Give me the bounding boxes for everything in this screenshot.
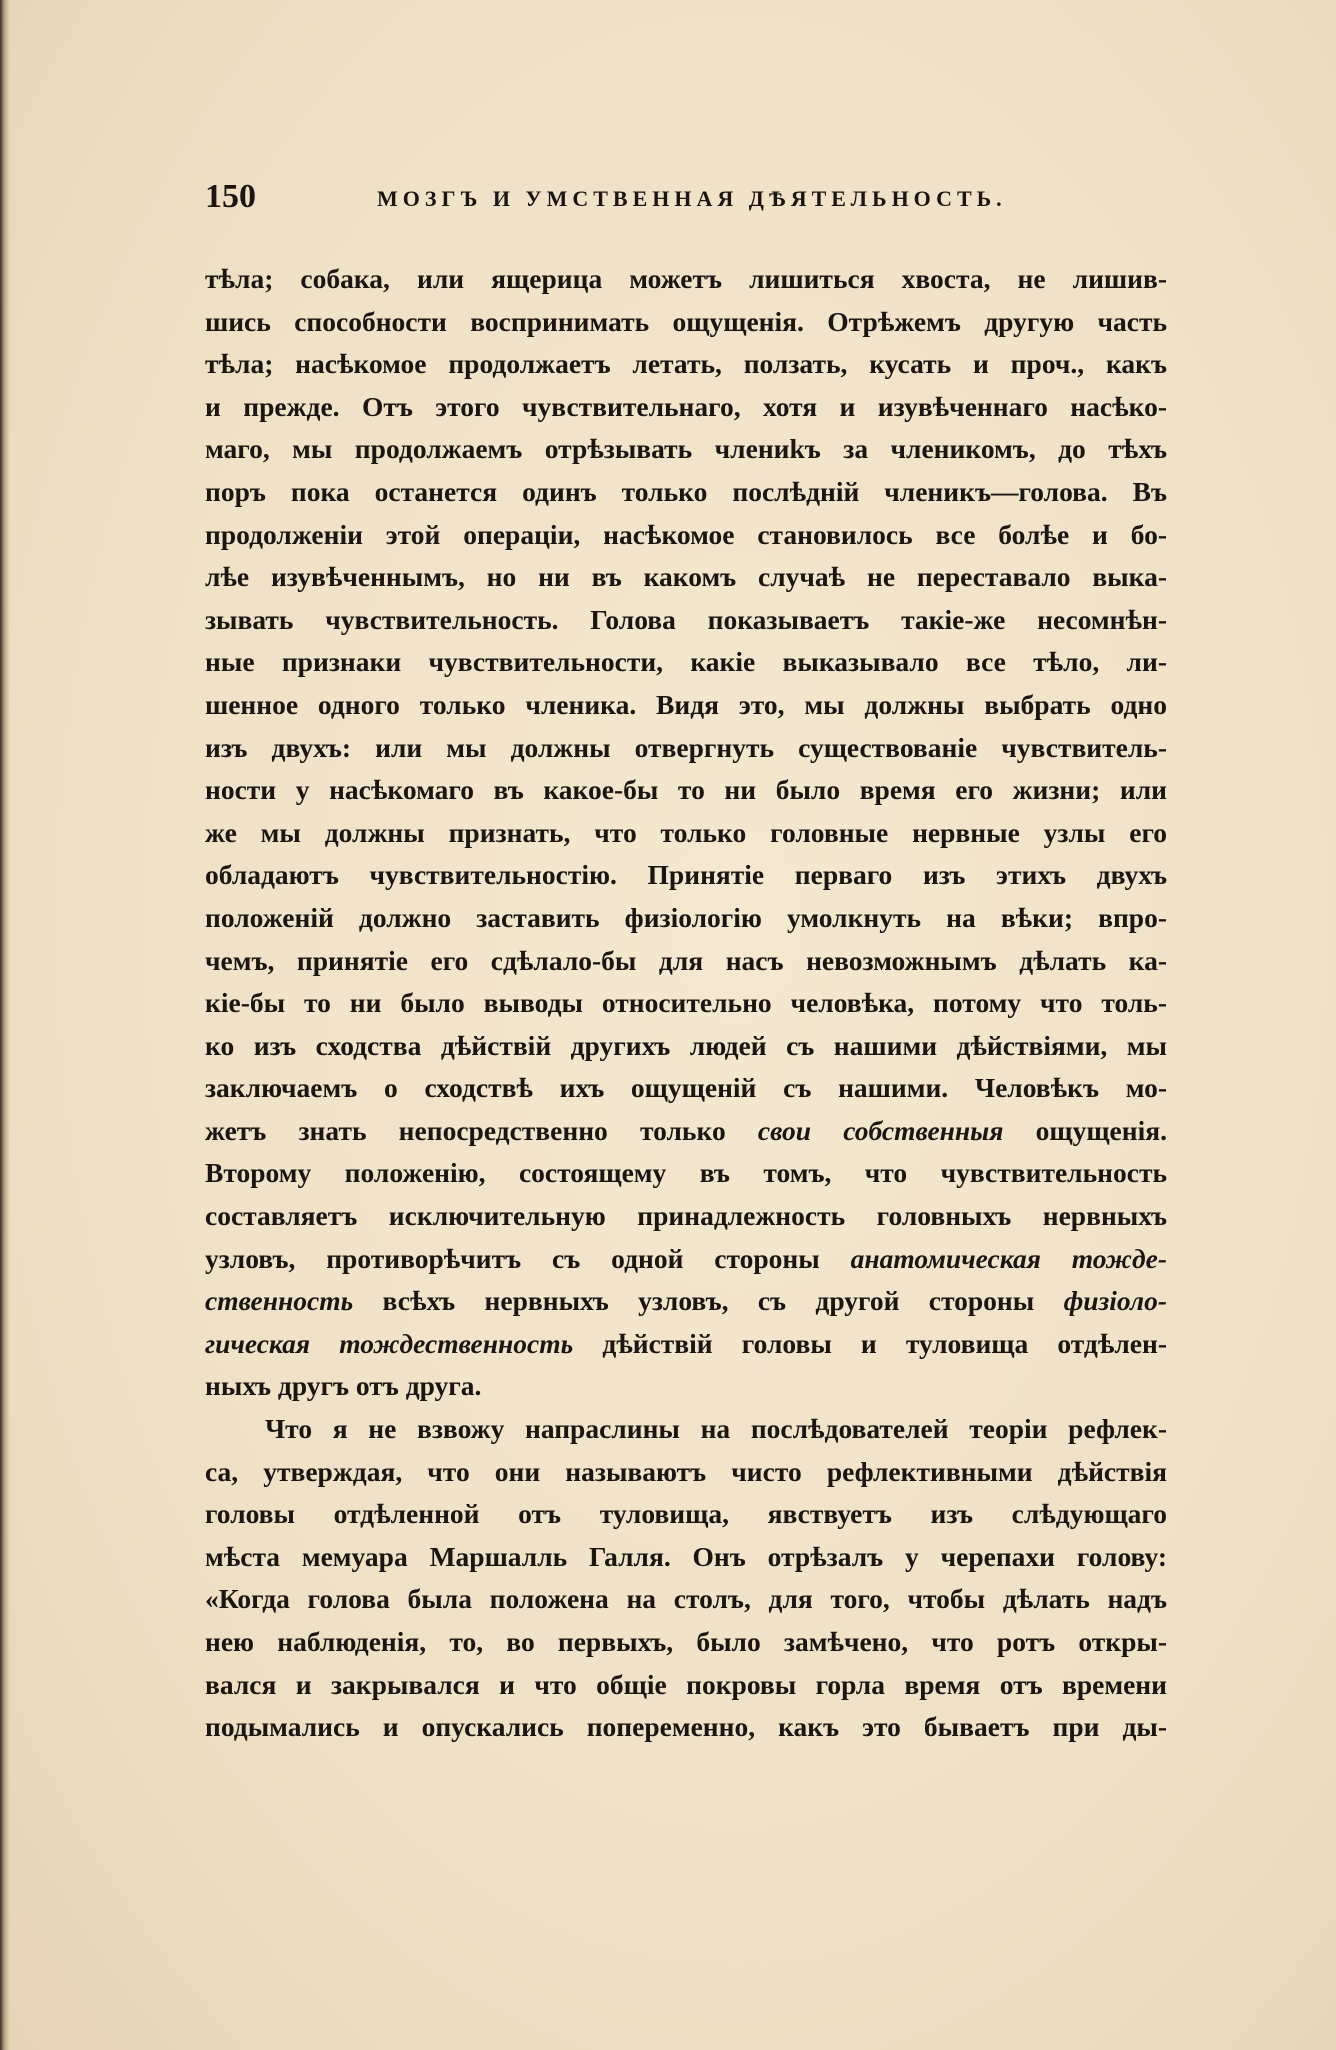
italic-emphasis: ственность (205, 1285, 354, 1317)
text-line: подымались и опускались попеременно, какъ это бываетъ при ды- (205, 1711, 1167, 1743)
text-line: нею наблюденія, то, во первыхъ, было замѣчено, что ротъ откры- (205, 1626, 1167, 1657)
text-line: головы отдѣленной отъ туловища, явствуетъ изъ слѣдующаго (205, 1498, 1167, 1530)
text-run: ощущенія. (1003, 1114, 1167, 1146)
text-line (205, 1238, 1167, 1281)
italic-emphasis: анатомическая тожде- (850, 1242, 1167, 1274)
italic-emphasis: физіоло- (1063, 1285, 1167, 1317)
text-run: всѣхъ нервныхъ узловъ, съ другой стороны (353, 1285, 1064, 1317)
text-line: заключаемъ о сходствѣ ихъ ощущеній съ нашими. Человѣкъ мо- (205, 1072, 1167, 1104)
text-run: дѣйствій головы и туловища отдѣлен- (573, 1327, 1167, 1359)
text-line: кіе-бы то ни было выводы относительно человѣка, потому что толь- (205, 987, 1167, 1019)
text-line: лѣе изувѣченнымъ, но ни въ какомъ случаѣ не переставало выка- (205, 561, 1167, 593)
italic-emphasis: гическая тождественность (205, 1327, 574, 1359)
text-line (205, 1280, 1167, 1323)
paragraph-end-line: ныхъ другъ отъ друга. (205, 1370, 482, 1402)
text-line: ко изъ сходства дѣйствій другихъ людей съ нашими дѣйствіями, мы (205, 1029, 1167, 1061)
text-line: обладаютъ чувствительностію. Принятіе перваго изъ этихъ двухъ (205, 859, 1167, 891)
text-line: шись способности воспринимать ощущенія. Отрѣжемъ другую часть (205, 305, 1167, 337)
paragraph-first-line: Что я не взвожу напраслины на послѣдователей теоріи рефлек- (265, 1413, 1167, 1445)
text-run: жетъ знать непосредственно только (205, 1114, 758, 1146)
text-line: вался и закрывался и что общіе покровы горла время отъ времени (205, 1668, 1167, 1700)
text-line: тѣла; насѣкомое продолжаетъ летать, ползать, кусать и проч., какъ (205, 348, 1167, 380)
text-line: тѣла; собака, или ящерица можетъ лишиться хвоста, не лишив- (205, 263, 1167, 294)
text-line: са, утверждая, что они называютъ чисто рефлективными дѣйствія (205, 1455, 1167, 1487)
page-number: 150 (205, 178, 256, 215)
text-line: поръ пока останется одинъ только послѣдній членикъ—голова. Въ (205, 475, 1167, 507)
text-line: и прежде. Отъ этого чувствительнаго, хотя и изувѣченнаго насѣко- (205, 390, 1167, 422)
text-line: чемъ, принятіе его сдѣлало-бы для насъ невозможнымъ дѣлать ка- (205, 944, 1167, 976)
text-line (205, 1323, 1167, 1366)
text-line: мѣста мемуара Маршалль Галля. Онъ отрѣзалъ у черепахи голову: (205, 1540, 1167, 1572)
running-head: МОЗГЪ И УМСТВЕННАЯ ДѢЯТЕЛЬНОСТЬ. (377, 186, 1007, 211)
text-line: положеній должно заставить физіологію умолкнуть на вѣки; впро- (205, 901, 1167, 933)
body-text (205, 258, 1167, 1749)
text-line: маго, мы продолжаемъ отрѣзывать члениkъ за членикомъ, до тѣхъ (205, 433, 1167, 465)
page-header (205, 178, 1165, 222)
text-line: «Когда голова была положена на столъ, для того, чтобы дѣлать надъ (205, 1583, 1167, 1615)
text-line (205, 1110, 1167, 1153)
text-line: же мы должны признать, что только головные нервные узлы его (205, 816, 1167, 848)
page-binding-edge (0, 0, 10, 2050)
italic-emphasis: свои собственныя (757, 1114, 1004, 1146)
text-line: ности у насѣкомаго въ какое-бы то ни было время его жизни; или (205, 774, 1167, 806)
text-line: зывать чувствительность. Голова показываетъ такіе-же несомнѣн- (205, 603, 1167, 635)
text-line: шенное одного только членика. Видя это, мы должны выбрать одно (205, 688, 1167, 720)
text-run: узловъ, противорѣчитъ съ одной стороны (205, 1242, 851, 1274)
text-line: составляетъ исключительную принадлежность головныхъ нервныхъ (205, 1200, 1167, 1232)
text-line: изъ двухъ: или мы должны отвергнуть существованіе чувствитель- (205, 731, 1167, 763)
text-line: Второму положенію, состоящему въ томъ, что чувствительность (205, 1157, 1167, 1189)
text-line: ные признаки чувствительности, какіе выказывало все тѣло, ли- (205, 646, 1167, 678)
text-line: продолженіи этой операціи, насѣкомое становилось все болѣе и бо- (205, 518, 1167, 550)
